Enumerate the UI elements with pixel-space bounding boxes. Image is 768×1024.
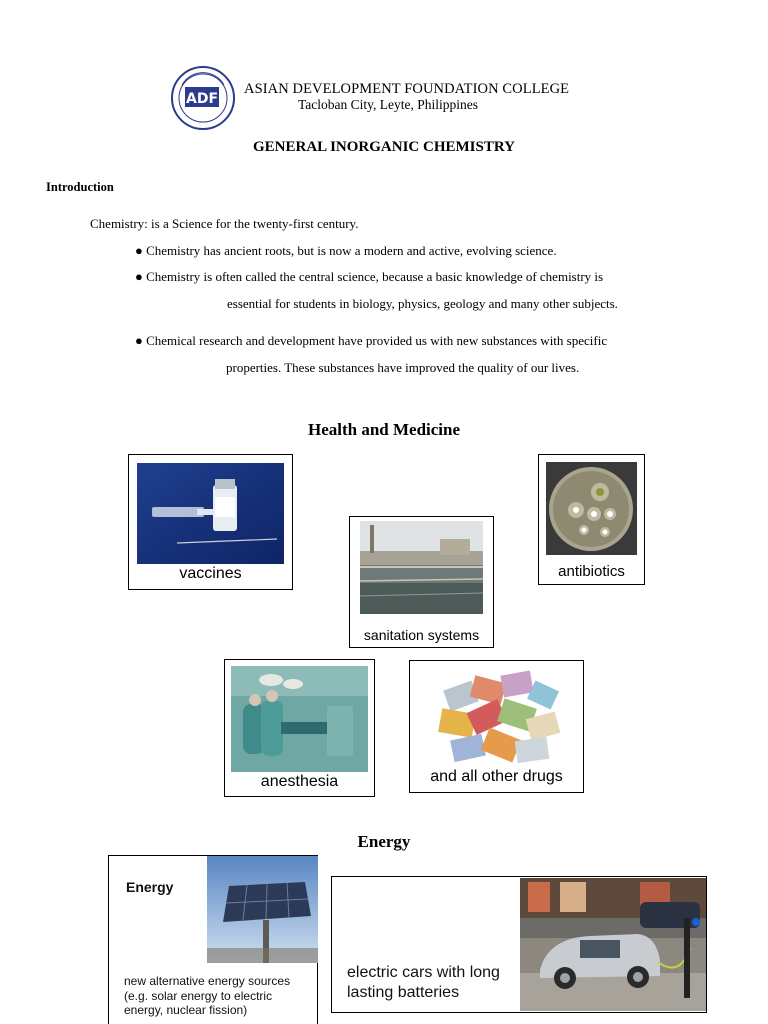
electric-car-image xyxy=(520,878,706,1011)
card-electric-cars xyxy=(331,876,707,1013)
intro-lead: Chemistry: is a Science for the twenty-first century. xyxy=(90,216,359,231)
card-drugs xyxy=(409,660,584,793)
card-anesthesia xyxy=(224,659,375,797)
solar-caption-line-3: energy, nuclear fission) xyxy=(124,1003,248,1017)
bullet-1: ● Chemistry has ancient roots, but is now a modern and active, evolving science. xyxy=(135,243,557,258)
pills-image xyxy=(432,665,564,769)
caption-anesthesia: anesthesia xyxy=(260,773,339,790)
solar-caption-line-2: (e.g. solar energy to electric xyxy=(124,988,273,1003)
card-vaccines xyxy=(128,454,293,590)
college-name: ASIAN DEVELOPMENT FOUNDATION COLLEGE xyxy=(244,81,570,97)
section-heading-energy: Energy xyxy=(357,832,411,851)
petri-dish-image xyxy=(546,462,637,555)
document-title: GENERAL INORGANIC CHEMISTRY xyxy=(252,139,515,155)
solar-caption-line-1: new alternative energy sources xyxy=(124,974,291,988)
caption-sanitation: sanitation systems xyxy=(363,627,480,643)
car-card-caption xyxy=(347,963,500,1003)
card-antibiotics xyxy=(538,454,645,585)
section-heading-introduction: Introduction xyxy=(46,180,114,194)
solar-panel-image xyxy=(207,856,318,963)
college-location: Tacloban City, Leyte, Philippines xyxy=(298,97,479,112)
card-solar-energy xyxy=(108,855,318,1024)
bullet-2-line2: essential for students in biology, physics, geology and many other subjects. xyxy=(227,296,618,311)
logo-mark: ADF xyxy=(185,91,219,107)
caption-vaccines: vaccines xyxy=(179,565,242,582)
car-caption-line-2: lasting batteries xyxy=(347,984,460,1001)
bullet-3-line2: properties. These substances have improved the quality of our lives. xyxy=(226,360,580,375)
bullet-3-line1: ● Chemical research and development have provided us with new substances with specific xyxy=(135,333,608,348)
solar-card-title: Energy xyxy=(126,879,174,895)
sanitation-plant-image xyxy=(360,521,483,614)
vaccine-vial-image xyxy=(137,463,284,564)
solar-card-caption xyxy=(124,974,290,1018)
car-caption-line-1: electric cars with long xyxy=(347,964,500,981)
caption-antibiotics: antibiotics xyxy=(558,563,625,580)
operating-room-image xyxy=(231,666,368,772)
college-logo xyxy=(170,65,236,131)
bullet-2-line1: ● Chemistry is often called the central science, because a basic knowledge of chemistry is xyxy=(135,269,604,284)
caption-drugs: and all other drugs xyxy=(430,768,563,785)
section-heading-health: Health and Medicine xyxy=(307,420,461,439)
card-sanitation xyxy=(349,516,494,648)
